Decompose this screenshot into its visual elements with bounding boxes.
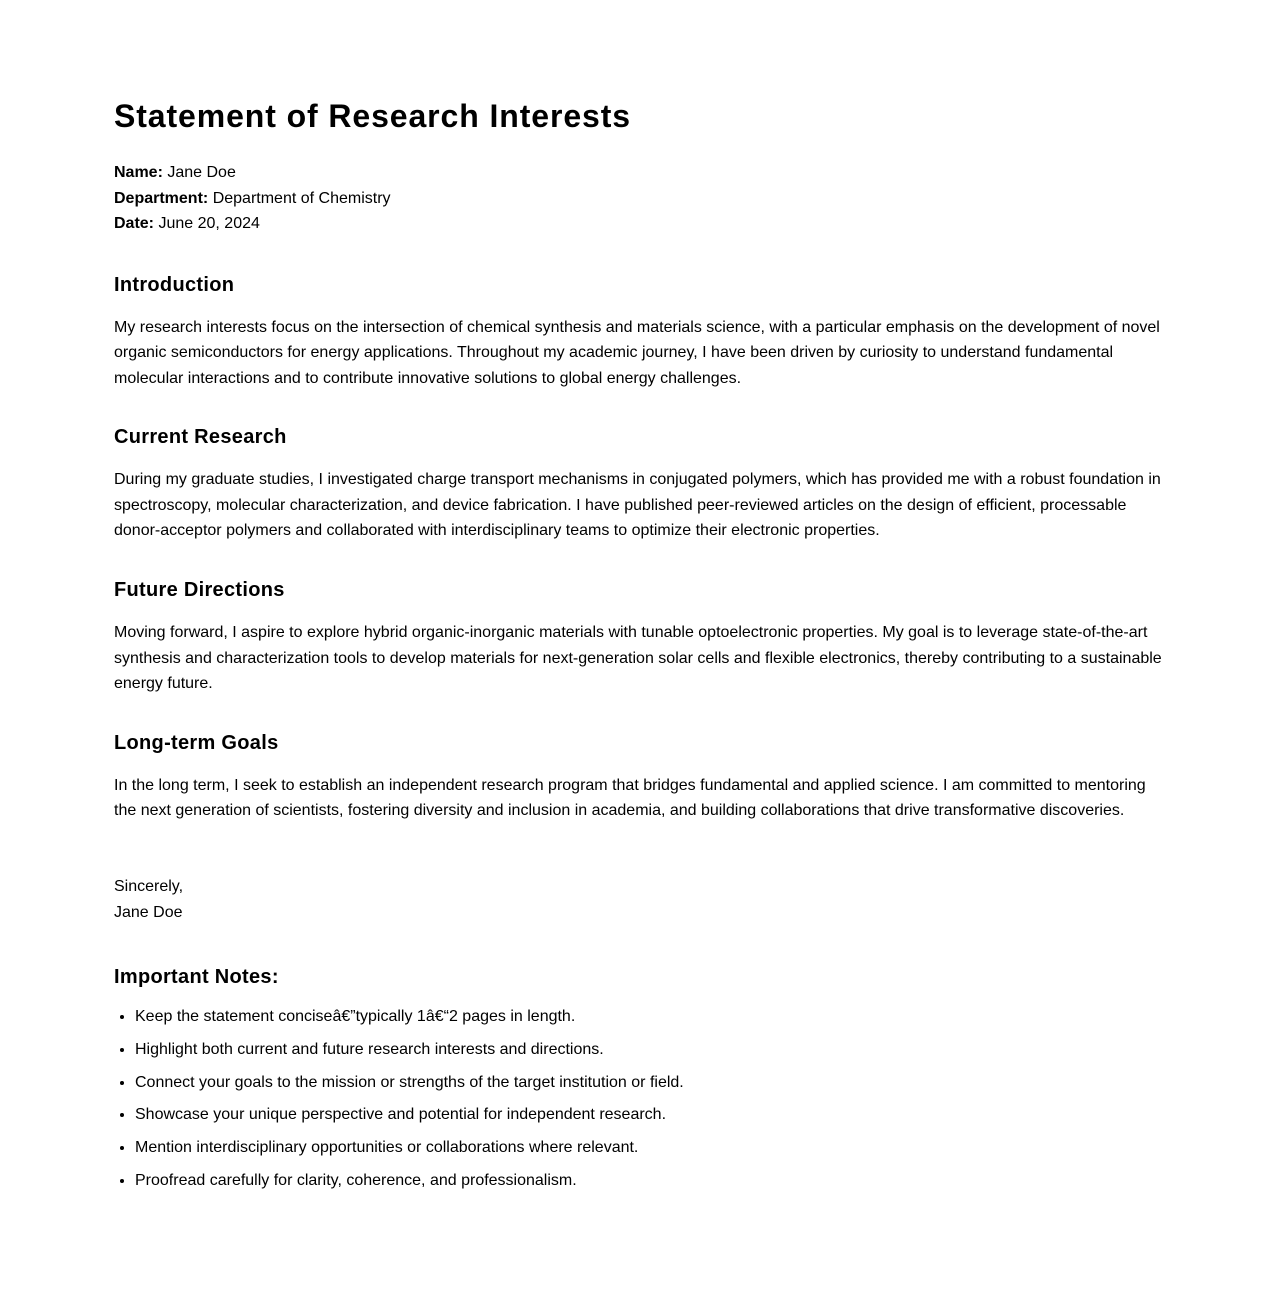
list-item: • Proofread carefully for clarity, coherence, and professionalism. xyxy=(135,1171,1164,1191)
section-heading: Current Research xyxy=(114,426,287,449)
section-heading: Introduction xyxy=(114,273,235,296)
meta-department-label: Department: xyxy=(114,189,209,207)
meta-department-row xyxy=(114,186,1164,212)
meta-name-row xyxy=(114,160,1164,186)
meta-name-value: Jane Doe xyxy=(167,164,236,181)
closing-salutation: Sincerely, xyxy=(114,878,184,896)
section-body: In the long term, I seek to establish an independent research program that bridges fundamental and applied science. I am committed to mentoring the next generation of scientists, fostering diversity and inclusion in academia, and building collaborations that drive transformative discoveries. xyxy=(114,776,1146,820)
signature-name: Jane Doe xyxy=(114,903,183,921)
list-item: • Showcase your unique perspective and potential for independent research. xyxy=(135,1105,1164,1125)
meta-department-value: Department of Chemistry xyxy=(212,189,391,207)
page-title: Statement of Research Interests xyxy=(114,98,631,134)
meta-date-row xyxy=(114,211,1164,237)
meta-date-value: June 20, 2024 xyxy=(158,215,260,232)
notes-list xyxy=(114,1007,1164,1190)
meta-name-label: Name: xyxy=(114,164,163,181)
section-heading: Long-term Goals xyxy=(114,731,279,754)
meta-date-label: Date: xyxy=(114,215,155,232)
list-item: • Connect your goals to the mission or strengths of the target institution or field. xyxy=(135,1073,1164,1093)
section-introduction xyxy=(114,271,1164,392)
section-future-directions xyxy=(114,576,1164,697)
section-body: During my graduate studies, I investigated charge transport mechanisms in conjugated polymers, which has provided me with a robust foundation in spectroscopy, molecular characterization, and device fabrication. I have published peer-reviewed articles on the design of efficient, processable donor-acceptor polymers and collaborated with interdisciplinary teams to optimize their electronic properties. xyxy=(114,471,1161,540)
section-body: My research interests focus on the intersection of chemical synthesis and materials science, with a particular emphasis on the development of novel organic semiconductors for energy applications. Throughout my academic journey, I have been driven by curiosity to understand fundamental molecular interactions and to contribute innovative solutions to global energy challenges. xyxy=(114,318,1160,387)
list-item: • Highlight both current and future research interests and directions. xyxy=(135,1040,1164,1060)
list-item: • Keep the statement conciseâ€”typically 1â€“2 pages in length. xyxy=(135,1007,1164,1027)
list-item: • Mention interdisciplinary opportunities or collaborations where relevant. xyxy=(135,1138,1164,1158)
document-meta xyxy=(114,160,1164,237)
section-current-research xyxy=(114,423,1164,544)
notes-heading: Important Notes: xyxy=(114,966,279,989)
section-important-notes xyxy=(114,963,1164,1190)
closing-block xyxy=(114,874,1164,925)
section-heading: Future Directions xyxy=(114,579,285,602)
section-long-term-goals xyxy=(114,729,1164,824)
section-body: Moving forward, I aspire to explore hybrid organic-inorganic materials with tunable optoelectronic properties. My goal is to leverage state-of-the-art synthesis and characterization tools to develop materials for next-generation solar cells and flexible electronics, thereby contributing to a sustainable energy future. xyxy=(114,624,1162,693)
